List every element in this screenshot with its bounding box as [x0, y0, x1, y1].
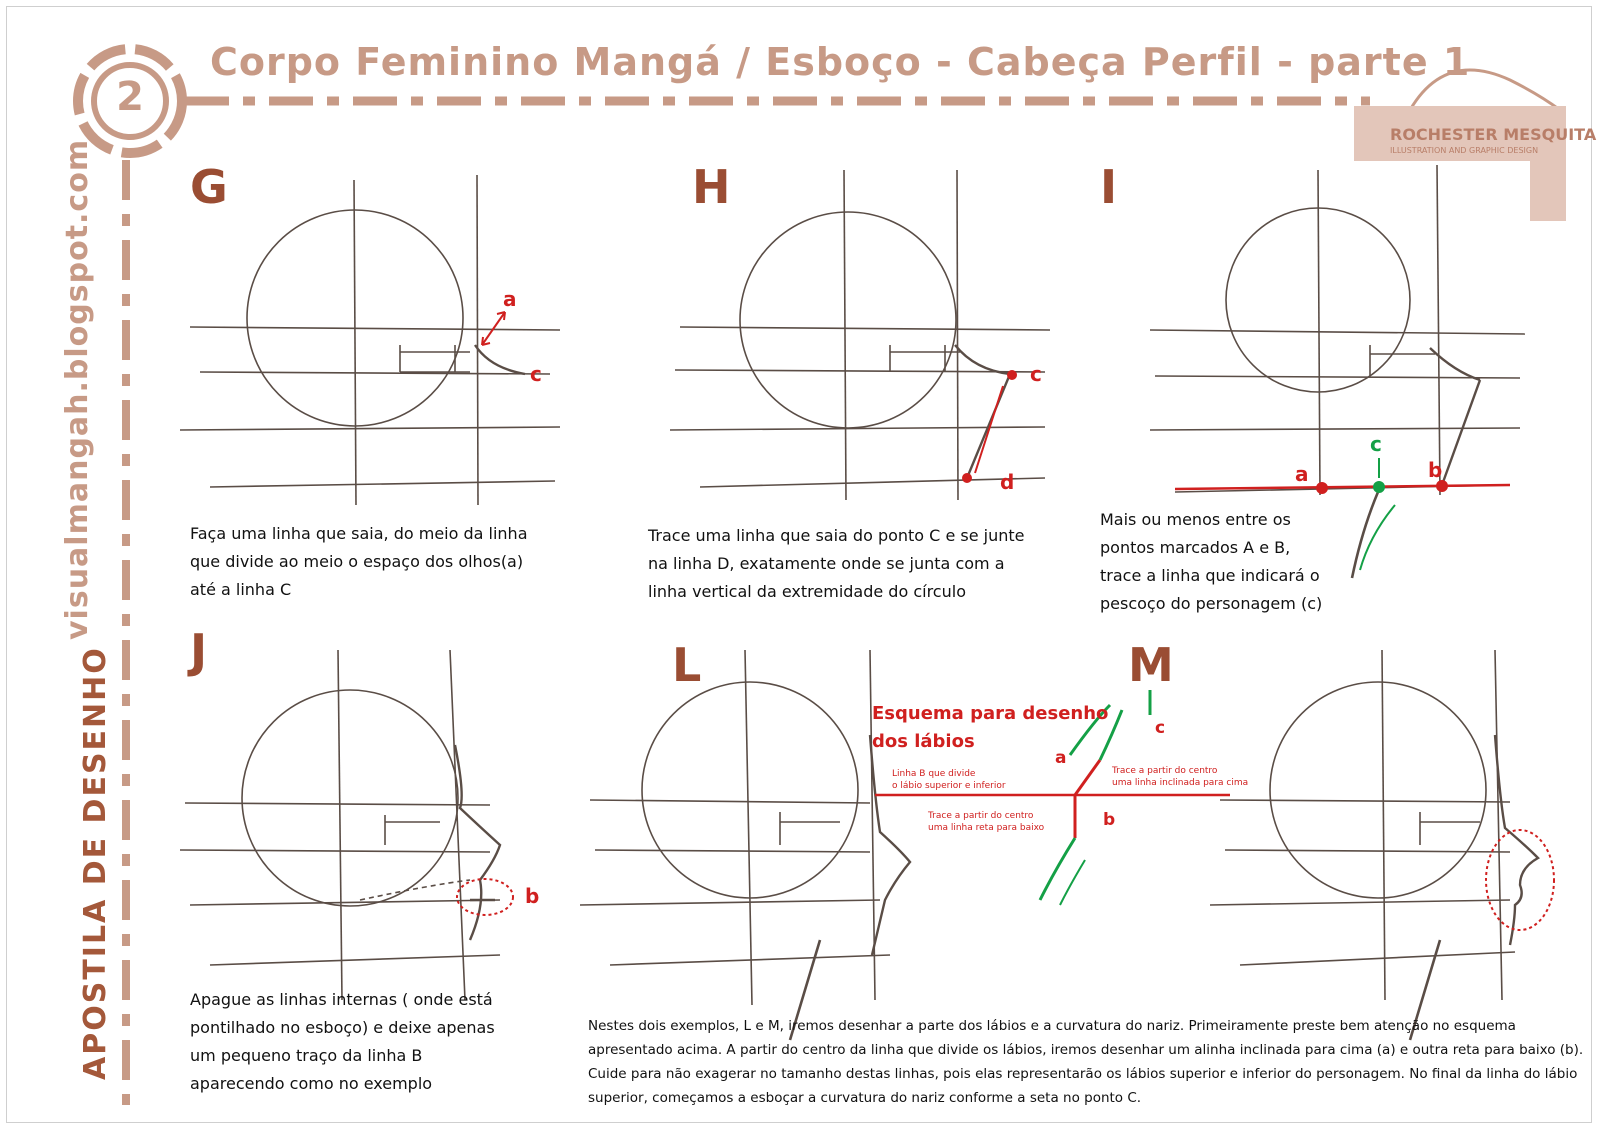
i-label-b: b — [1428, 458, 1443, 482]
caption-i-line: pescoço do personagem (c) — [1100, 594, 1323, 613]
schema-note-line: Trace a partir do centro — [928, 811, 1034, 821]
bottom-line: Nestes dois exemplos, L e M, iremos desenhar a parte dos lábios e a curvatura do nariz. Primeiramente preste bem atenção no esquema — [588, 1018, 1516, 1034]
sketch-l — [580, 650, 910, 1040]
bottom-line: apresentado acima. A partir do centro da linha que divide os lábios, iremos desenhar um alinha inclinada para cima (a) e outra reta para baixo (b). — [588, 1042, 1584, 1058]
schema-label-a: a — [1055, 748, 1067, 768]
caption-h — [648, 522, 1024, 606]
caption-j-line: um pequeno traço da linha B — [190, 1046, 423, 1065]
schema-note-line: uma linha reta para baixo — [928, 823, 1045, 833]
caption-j-line: pontilhado no esboço) e deixe apenas — [190, 1018, 495, 1037]
bottom-line: superior, começamos a esboçar a curvatura do nariz conforme a seta no ponto C. — [588, 1090, 1142, 1106]
sketch-g — [180, 175, 560, 505]
caption-h-line: Trace uma linha que saia do ponto C e se junte — [648, 526, 1025, 545]
caption-i-line: pontos marcados A e B, — [1100, 538, 1291, 557]
step-letter-m: M — [1128, 638, 1174, 692]
schema-note-line: uma linha inclinada para cima — [1112, 778, 1249, 788]
step-letter-j: J — [190, 624, 208, 678]
schema-title-line: dos lábios — [872, 731, 975, 752]
step-letter-l: L — [672, 638, 702, 692]
j-label-b: b — [525, 884, 540, 908]
i-label-a: a — [1295, 462, 1309, 486]
caption-g-line: até a linha C — [190, 580, 292, 599]
caption-g — [190, 520, 528, 604]
logo-sub: ILLUSTRATION AND GRAPHIC DESIGN — [1390, 146, 1539, 155]
logo-name: ROCHESTER MESQUITA — [1390, 125, 1597, 144]
schema-title — [872, 700, 1108, 756]
caption-j-line: Apague as linhas internas ( onde está — [190, 990, 493, 1009]
caption-j — [190, 986, 495, 1098]
schema-note-line: Trace a partir do centro — [1112, 766, 1218, 776]
g-label-c: c — [530, 362, 542, 386]
caption-j-line: aparecendo como no exemplo — [190, 1074, 433, 1093]
schema-up-note — [1112, 765, 1248, 789]
caption-h-line: na linha D, exatamente onde se junta com a — [648, 554, 1005, 573]
caption-i-line: trace a linha que indicará o — [1100, 566, 1320, 585]
h-label-c: c — [1030, 362, 1042, 386]
bottom-paragraph — [588, 1014, 1583, 1110]
apostila-label: APOSTILA DE DESENHO — [78, 646, 113, 1080]
step-letter-i: I — [1100, 160, 1118, 214]
caption-g-line: que divide ao meio o espaço dos olhos(a) — [190, 552, 524, 571]
schema-note-line: o lábio superior e inferior — [892, 781, 1006, 791]
caption-h-line: linha vertical da extremidade do círculo — [648, 582, 966, 601]
schema-label-b: b — [1103, 810, 1116, 830]
chapter-number: 2 — [116, 74, 144, 120]
step-letter-g: G — [190, 160, 228, 214]
caption-i-line: Mais ou menos entre os — [1100, 510, 1291, 529]
caption-g-line: Faça uma linha que saia, do meio da linha — [190, 524, 528, 543]
schema-line-b-note — [892, 768, 1006, 792]
bottom-line: Cuide para não exagerar no tamanho destas linhas, pois elas representarão os lábios superior e inferior do personagem. No final da linha do lábio — [588, 1066, 1578, 1082]
sketch-j — [180, 650, 500, 1000]
schema-down-note — [928, 810, 1044, 834]
schema-title-line: Esquema para desenho — [872, 703, 1109, 724]
schema-label-c: c — [1155, 718, 1166, 738]
schema-note-line: Linha B que divide — [892, 769, 976, 779]
h-label-d: d — [1000, 470, 1015, 494]
g-label-a: a — [503, 287, 517, 311]
i-label-c: c — [1370, 432, 1382, 456]
sketch-h — [670, 170, 1050, 500]
page-title: Corpo Feminino Mangá / Esboço - Cabeça Perfil - parte 1 — [210, 40, 1471, 84]
sketch-m — [1210, 650, 1538, 1040]
step-letter-h: H — [692, 160, 731, 214]
caption-i — [1100, 506, 1322, 618]
blog-url: visualmangah.blogspot.com — [60, 138, 95, 640]
